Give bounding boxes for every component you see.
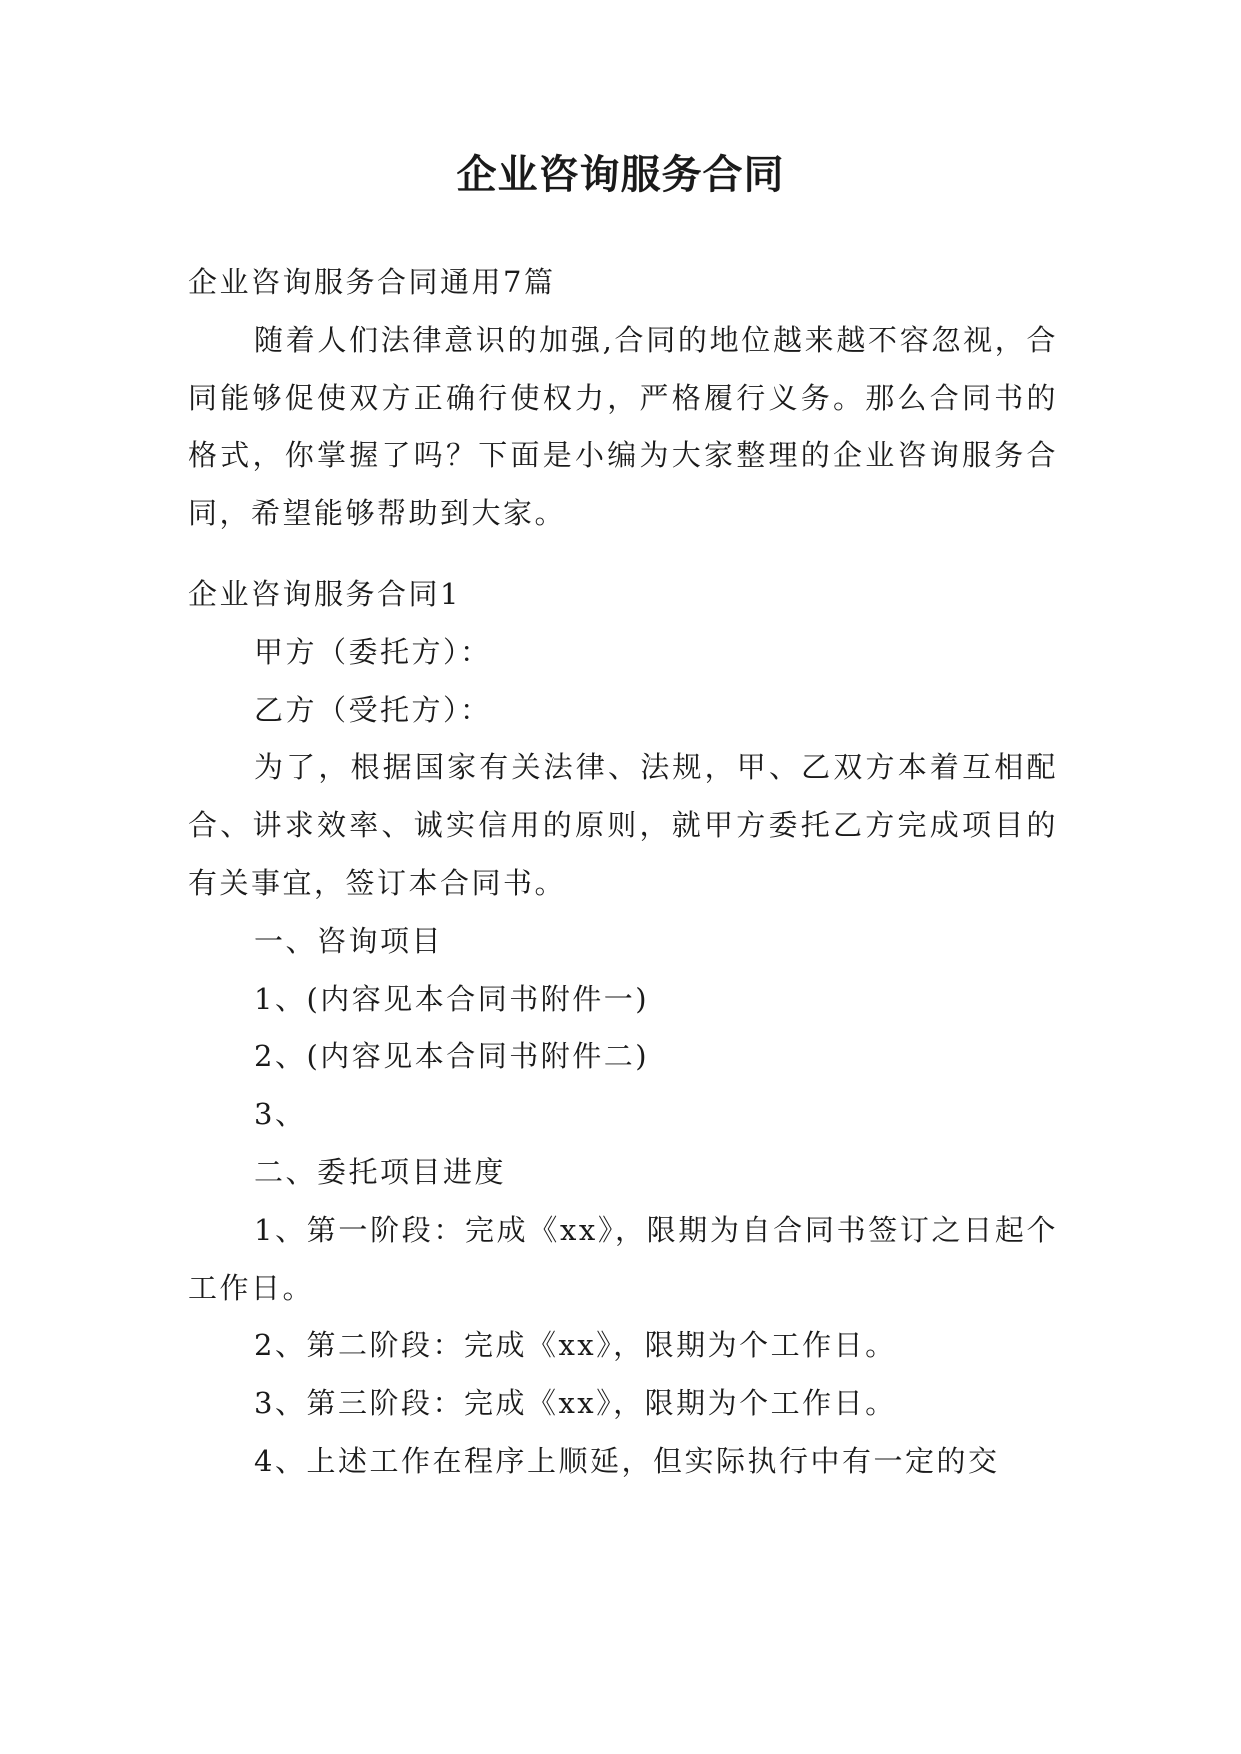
party-b-line: 乙方（受托方）： — [254, 692, 492, 727]
intro-paragraph: 随着人们法律意识的加强,合同的地位越来越不容忽视，合同能够促使双方正确行使权力，严格履行义务。那么合同书的格式，你掌握了吗？下面是小编为大家整理的企业咨询服务合同，希望能够帮助到大家。 — [188, 322, 1058, 531]
document-title: 企业咨询服务合同 — [456, 152, 785, 198]
contract-section — [188, 566, 1058, 1491]
document-subtitle: 企业咨询服务合同通用7篇 — [188, 265, 556, 299]
clause-item: 2、第二阶段：完成《xx》，限期为个工作日。 — [254, 1328, 897, 1363]
party-a-line: 甲方（委托方）： — [254, 634, 492, 669]
section-heading: 企业咨询服务合同1 — [188, 577, 461, 611]
clause-item: 3、第三阶段：完成《xx》，限期为个工作日。 — [254, 1386, 897, 1421]
clause-item: 2、(内容见本合同书附件二) — [254, 1039, 650, 1074]
clause-heading: 二、委托项目进度 — [254, 1154, 507, 1189]
intro-block — [188, 254, 1058, 543]
clause-heading: 一、咨询项目 — [254, 923, 444, 958]
clause-item: 1、(内容见本合同书附件一) — [254, 981, 650, 1016]
clause-item: 4、上述工作在程序上顺延，但实际执行中有一定的交 — [254, 1443, 1000, 1478]
clause-item: 3、 — [254, 1097, 307, 1132]
clause-item: 1、第一阶段：完成《xx》，限期为自合同书签订之日起个工作日。 — [188, 1212, 1058, 1305]
preamble-paragraph: 为了，根据国家有关法律、法规，甲、乙双方本着互相配合、讲求效率、诚实信用的原则，就甲方委托乙方完成项目的有关事宜，签订本合同书。 — [188, 750, 1058, 900]
